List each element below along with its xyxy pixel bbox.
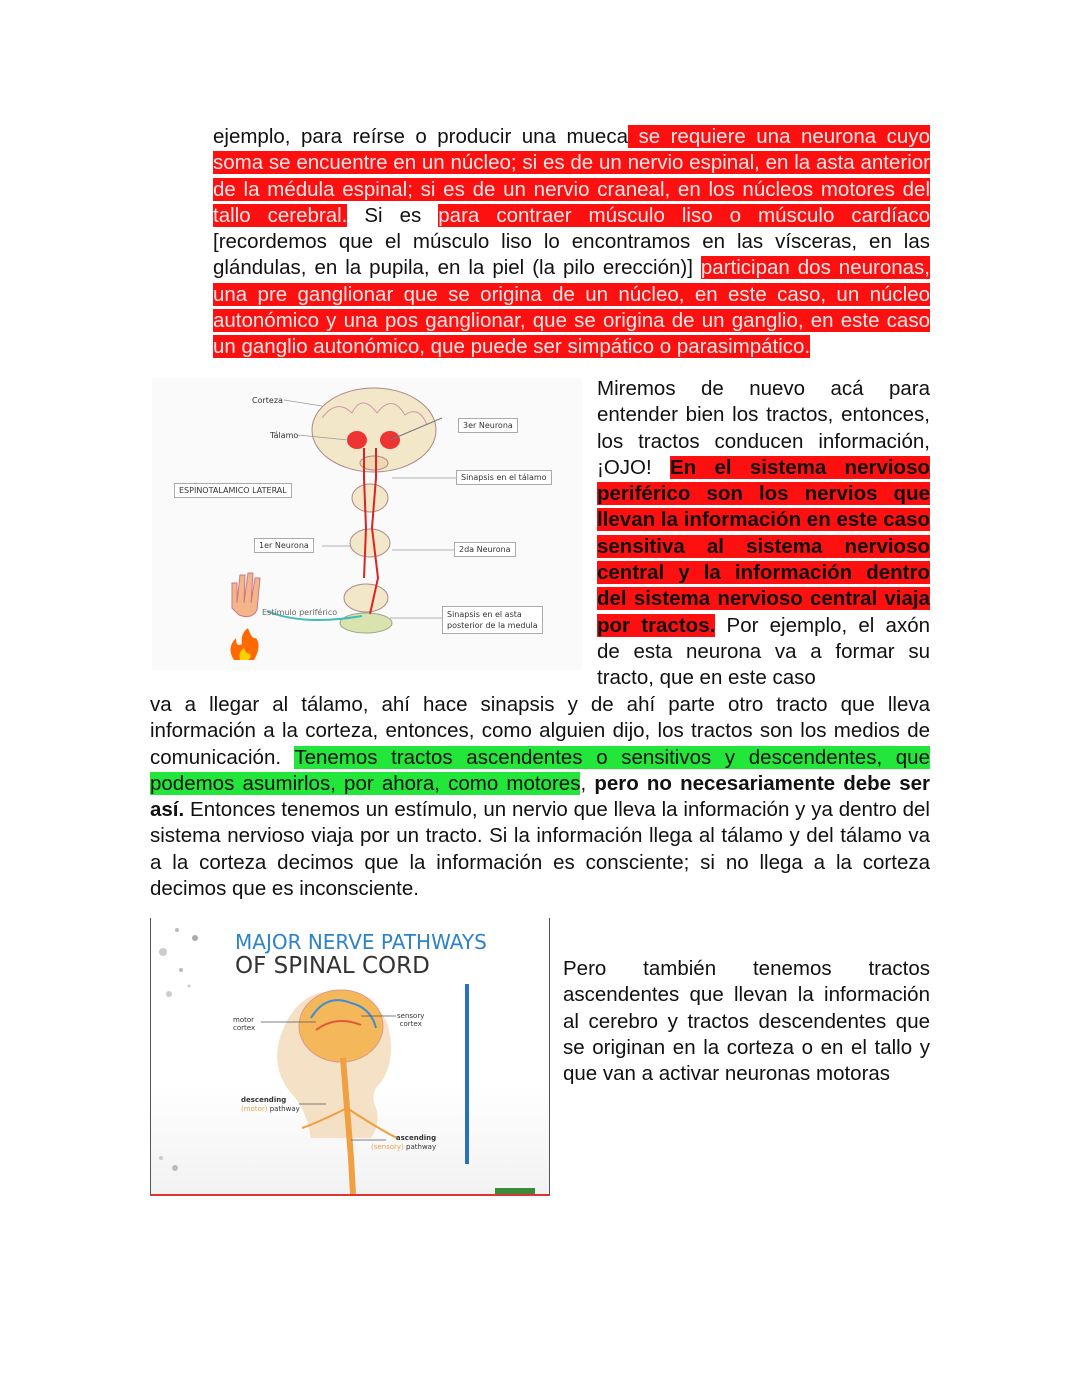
label-descending-sub bbox=[241, 1105, 300, 1114]
label-neurona-2: 2da Neurona bbox=[454, 542, 516, 557]
label-estimulo: Estímulo periférico bbox=[262, 608, 338, 617]
paragraph-3 bbox=[150, 692, 930, 902]
spinothalamic-figure bbox=[152, 378, 582, 670]
paragraph-2 bbox=[597, 376, 930, 692]
label-sensory-cortex bbox=[397, 1012, 424, 1028]
para2-text-c: Por ejemplo, el axón de esta neurona va a formar su tracto, que en este caso bbox=[597, 613, 931, 690]
label-ascending-sub-pathway: pathway bbox=[403, 1143, 437, 1151]
para3-bold-d: pero no necesariamente debe ser así. bbox=[150, 771, 930, 822]
label-motor-line1: motor bbox=[233, 1016, 255, 1024]
label-neurona-3: 3er Neurona bbox=[458, 418, 518, 433]
label-ascending-pathway bbox=[371, 1134, 436, 1152]
label-sensory-line1: sensory bbox=[397, 1012, 425, 1020]
para1-text-e: [recordemos que el músculo liso lo encontramos en las vísceras, en las glándulas, en la pupila, en la piel (la pilo erección)] bbox=[213, 230, 930, 280]
para1-text-c: Si es bbox=[347, 203, 439, 227]
label-ascending: ascending bbox=[395, 1134, 437, 1142]
paragraph-4 bbox=[563, 956, 930, 1087]
para1-highlight-f: participan dos neuronas, una pre ganglionar que se origina de un núcleo, en este caso, un núcleo autonómico y una pos ganglionar, que se origina de un ganglio, en este caso un ganglio autonómico, que puede ser simpático o parasimpático. bbox=[213, 256, 930, 359]
label-talamo: Tálamo bbox=[270, 431, 299, 440]
label-descending-sub-pathway: pathway bbox=[267, 1105, 300, 1113]
figure2-title bbox=[235, 930, 487, 978]
label-motor-line2: cortex bbox=[233, 1024, 256, 1032]
label-neurona-1: 1er Neurona bbox=[254, 538, 314, 553]
para3-highlight-b: Tenemos tractos ascendentes o sensitivos y descendentes, que podemos asumirlos, por ahora, como motores bbox=[150, 745, 930, 795]
label-motor-cortex bbox=[233, 1016, 255, 1032]
label-corteza: Corteza bbox=[252, 396, 283, 405]
label-ascending-sub-sensory: (sensory) bbox=[371, 1143, 404, 1151]
label-descending: descending bbox=[241, 1096, 287, 1104]
label-descending-sub-motor: (motor) bbox=[241, 1105, 268, 1113]
para3-text-e: Entonces tenemos un estímulo, un nervio que lleva la información y ya dentro del sistema nervioso viaja por un tracto. Si la información llega al tálamo y del tálamo va a la corteza decimos que la información es consciente; si no llega a la corteza decimos que es inconsciente. bbox=[150, 798, 930, 901]
para3-text-a: va a llegar al tálamo, ahí hace sinapsis y de ahí parte otro tracto que lleva información a la corteza, entonces, como alguien dijo, los tractos son los medios de comunicación. bbox=[150, 693, 930, 769]
para2-highlight-b: En el sistema nervioso periférico son los nervios que llevan la información en este caso sensitiva al sistema nervioso central y la información dentro del sistema nervioso central viaja por tractos. bbox=[597, 455, 931, 637]
para1-text-a: ejemplo, para reírse o producir una mueca bbox=[213, 125, 628, 148]
paragraph-1 bbox=[213, 124, 930, 361]
figure2-title-line2: OF SPINAL CORD bbox=[235, 953, 430, 979]
figure2-title-line1: MAJOR NERVE PATHWAYS bbox=[235, 930, 487, 954]
label-ascending-sub bbox=[371, 1143, 436, 1152]
para4-text: Pero también tenemos tractos ascendentes que llevan la información al cerebro y tractos descendentes que se originan en la corteza o en el tallo y que van a activar neuronas motoras bbox=[563, 957, 930, 1086]
label-descending-pathway bbox=[241, 1096, 300, 1114]
para1-highlight-b: se requiere una neurona cuyo soma se encuentre en un núcleo; si es de un nervio espinal, en la asta anterior de la médula espinal; si es de un nervio craneal, en los núcleos motores del tallo cerebral. bbox=[213, 125, 930, 227]
para3-text-c: , bbox=[580, 771, 595, 795]
label-sinapsis-asta bbox=[442, 606, 543, 634]
label-sinapsis-talamo: Sinapsis en el tálamo bbox=[456, 470, 552, 485]
label-sinapsis-asta-line2: posterior de la medula bbox=[447, 621, 538, 630]
para2-text-a: Miremos de nuevo acá para entender bien los tractos, entonces, los tractos conducen información, ¡OJO! bbox=[597, 377, 930, 479]
label-sinapsis-asta-line1: Sinapsis en el asta bbox=[447, 610, 522, 619]
label-sensory-line2: cortex bbox=[399, 1020, 422, 1028]
para1-highlight-d: para contraer músculo liso o músculo cardíaco bbox=[438, 203, 931, 227]
nerve-pathways-figure bbox=[150, 918, 550, 1196]
label-tract-name: ESPINOTALAMICO LATERAL bbox=[174, 483, 292, 498]
